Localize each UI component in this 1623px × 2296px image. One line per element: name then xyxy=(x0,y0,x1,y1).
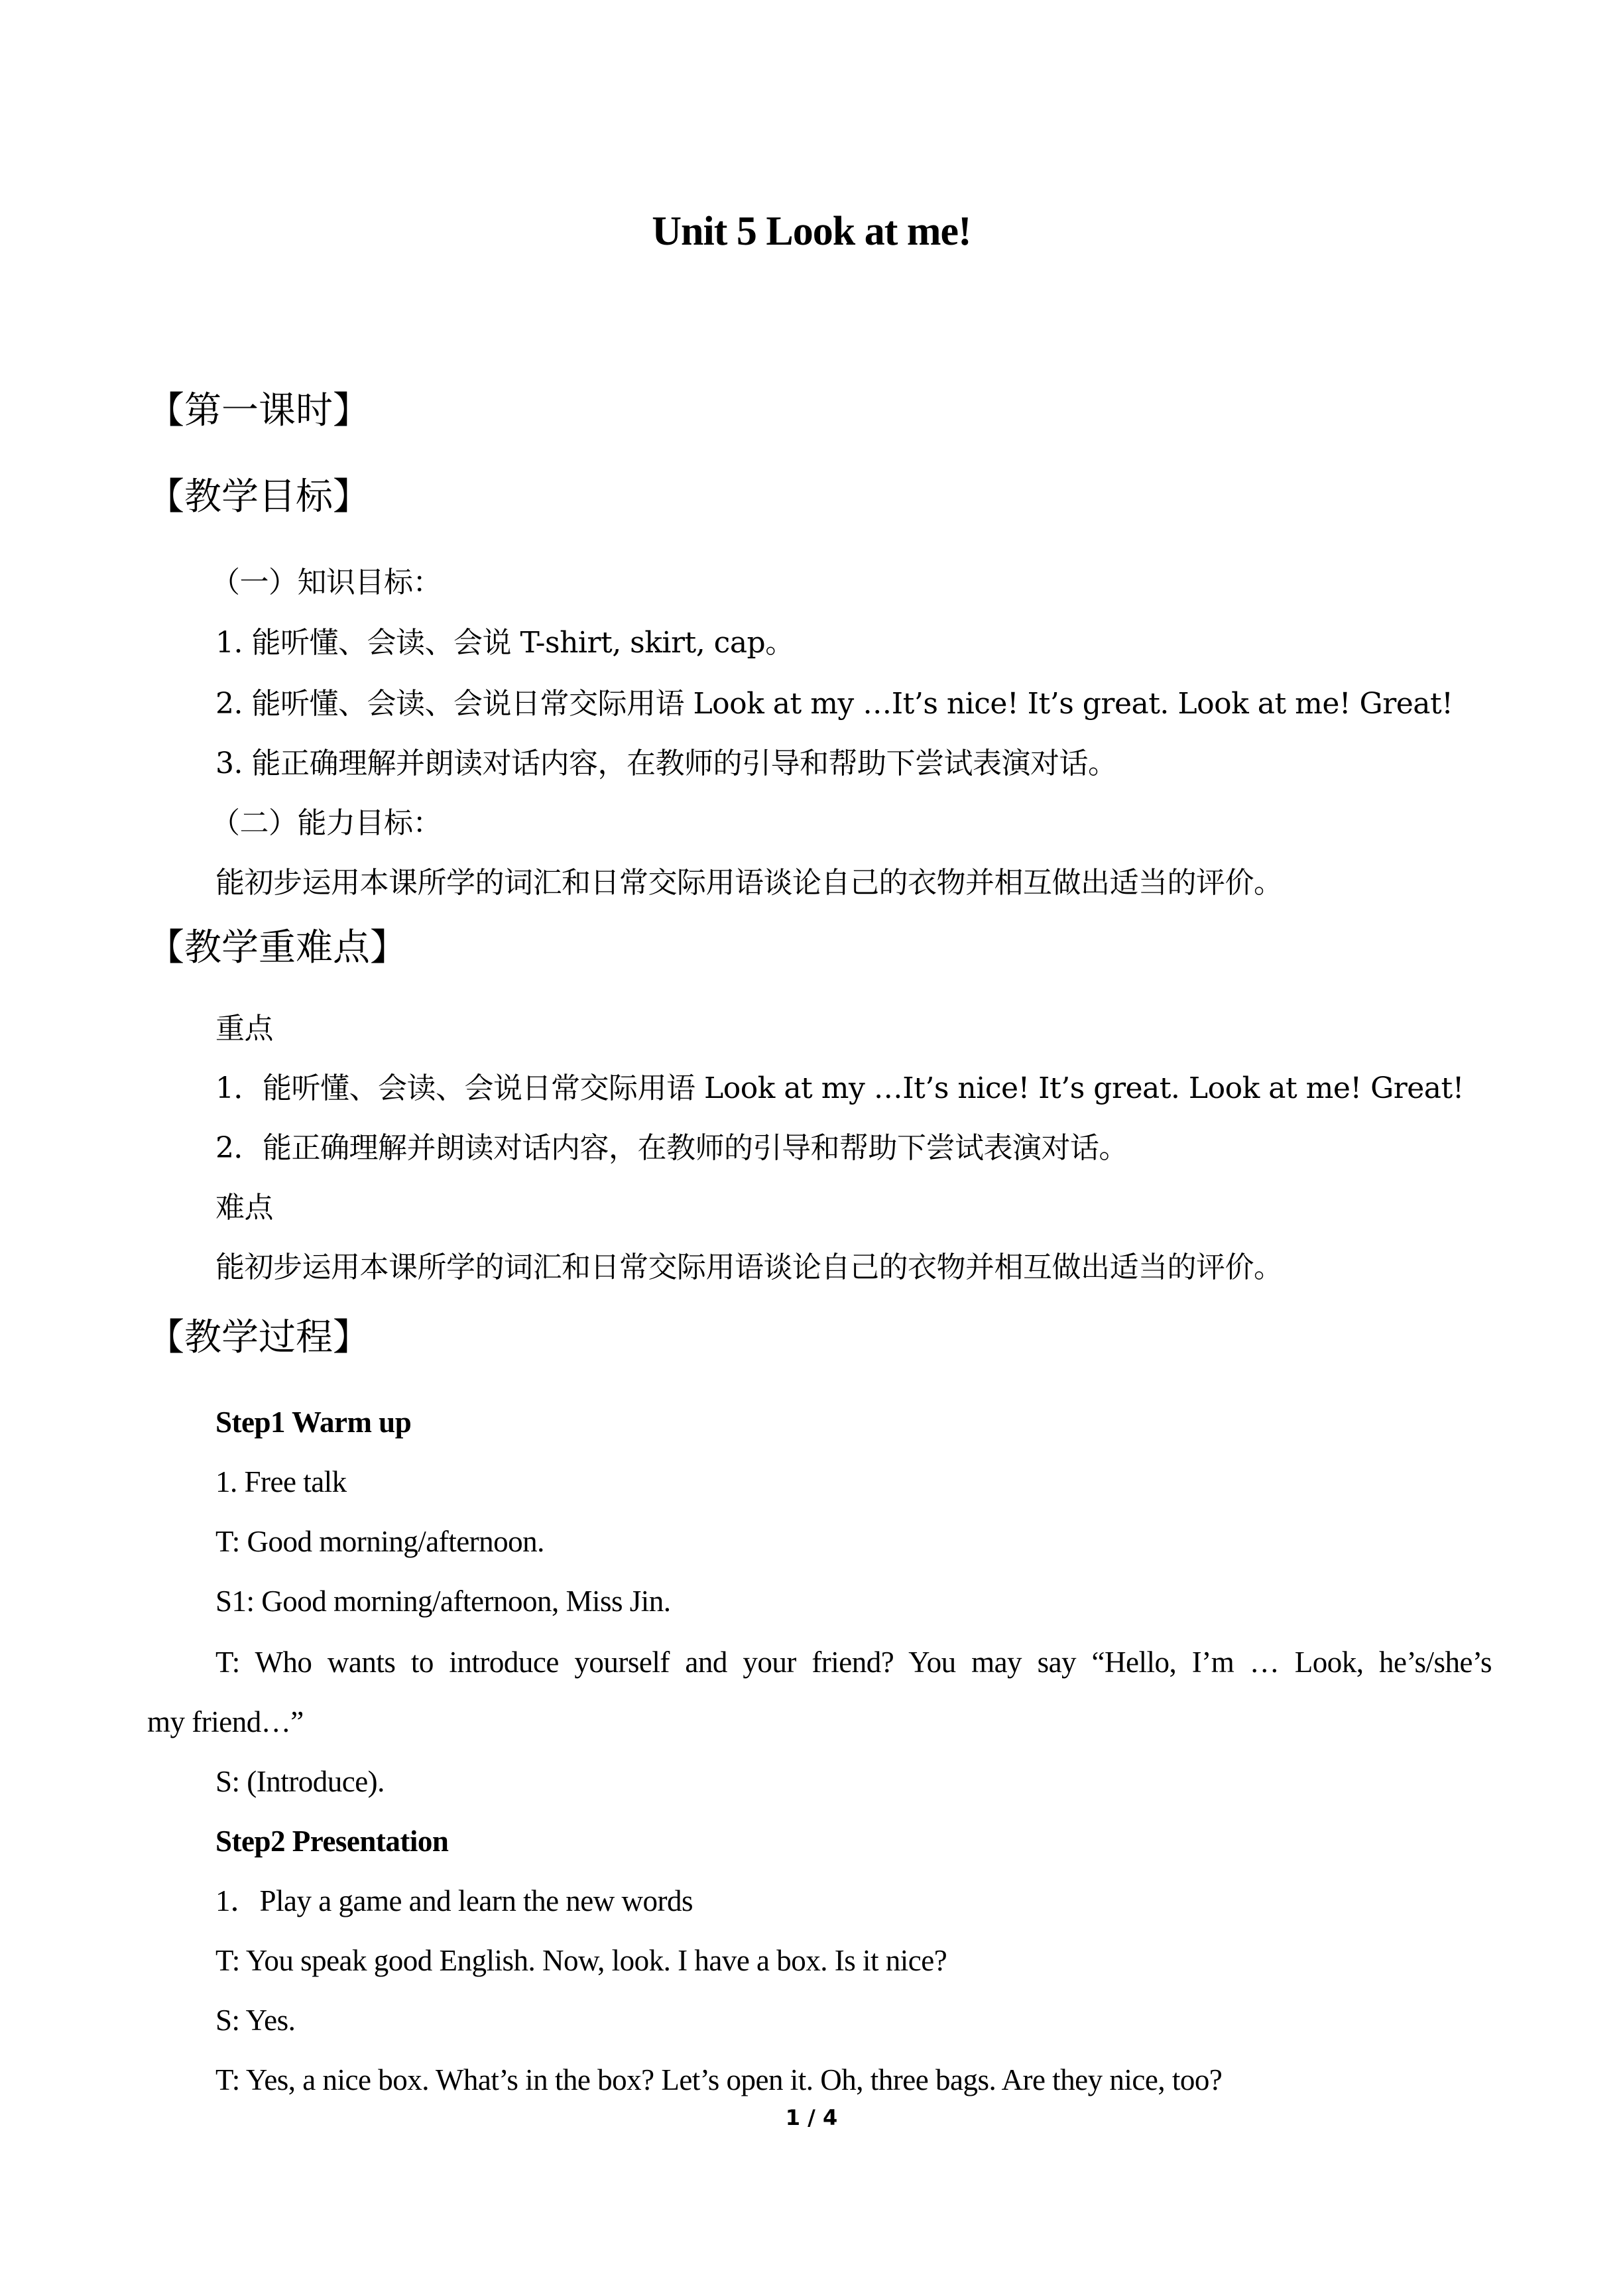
key-points-heading: 【教学重难点】 xyxy=(147,926,407,969)
knowledge-objectives-heading: （一）知识目标： xyxy=(211,566,442,599)
objectives-heading: 【教学目标】 xyxy=(147,475,370,518)
ability-objectives-text: 能初步运用本课所学的词汇和日常交际用语谈论自己的衣物并相互做出适当的评价。 xyxy=(215,866,1283,900)
dialogue-line: T: You speak good English. Now, look. I have a box. Is it nice? xyxy=(215,1944,947,1977)
knowledge-item: 2. 能听懂、会读、会说日常交际用语 Look at my …It’s nice! It’s great. Look at me! Great! xyxy=(215,687,1453,721)
step2-heading: Step2 Presentation xyxy=(215,1825,449,1858)
document-title: Unit 5 Look at me! xyxy=(652,209,971,254)
step2-item: 1．Play a game and learn the new words xyxy=(215,1884,693,1917)
focus-item: 1．能听懂、会读、会说日常交际用语 Look at my …It’s nice! It’s great. Look at me! Great! xyxy=(215,1071,1464,1105)
knowledge-item: 1. 能听懂、会读、会说 T-shirt, skirt, cap。 xyxy=(215,626,794,660)
ability-objectives-heading: （二）能力目标： xyxy=(211,806,442,840)
dialogue-line: T: Good morning/afternoon. xyxy=(215,1525,544,1558)
page-number: 1 / 4 xyxy=(785,2105,838,2130)
process-heading: 【教学过程】 xyxy=(147,1316,370,1359)
step1-item: 1. Free talk xyxy=(215,1465,347,1498)
dialogue-line: S: Yes. xyxy=(215,2004,296,2037)
focus-label: 重点 xyxy=(215,1012,273,1046)
knowledge-item: 3. 能正确理解并朗读对话内容，在教师的引导和帮助下尝试表演对话。 xyxy=(215,747,1117,780)
dialogue-line: S: (Introduce). xyxy=(215,1765,385,1798)
dialogue-line: T: Who wants to introduce yourself and your friend? You may say “Hello, I’m … Look, he’s/she’s xyxy=(215,1646,1492,1679)
step1-heading: Step1 Warm up xyxy=(215,1406,412,1439)
dialogue-line: S1: Good morning/afternoon, Miss Jin. xyxy=(215,1585,671,1618)
difficulty-text: 能初步运用本课所学的词汇和日常交际用语谈论自己的衣物并相互做出适当的评价。 xyxy=(215,1250,1283,1284)
difficulty-label: 难点 xyxy=(215,1191,273,1225)
focus-item: 2．能正确理解并朗读对话内容，在教师的引导和帮助下尝试表演对话。 xyxy=(215,1131,1128,1165)
dialogue-line-continued: my friend…” xyxy=(147,1705,304,1738)
dialogue-line: T: Yes, a nice box. What’s in the box? Let’s open it. Oh, three bags. Are they nice, too? xyxy=(215,2063,1223,2096)
lesson-label: 【第一课时】 xyxy=(147,389,370,432)
